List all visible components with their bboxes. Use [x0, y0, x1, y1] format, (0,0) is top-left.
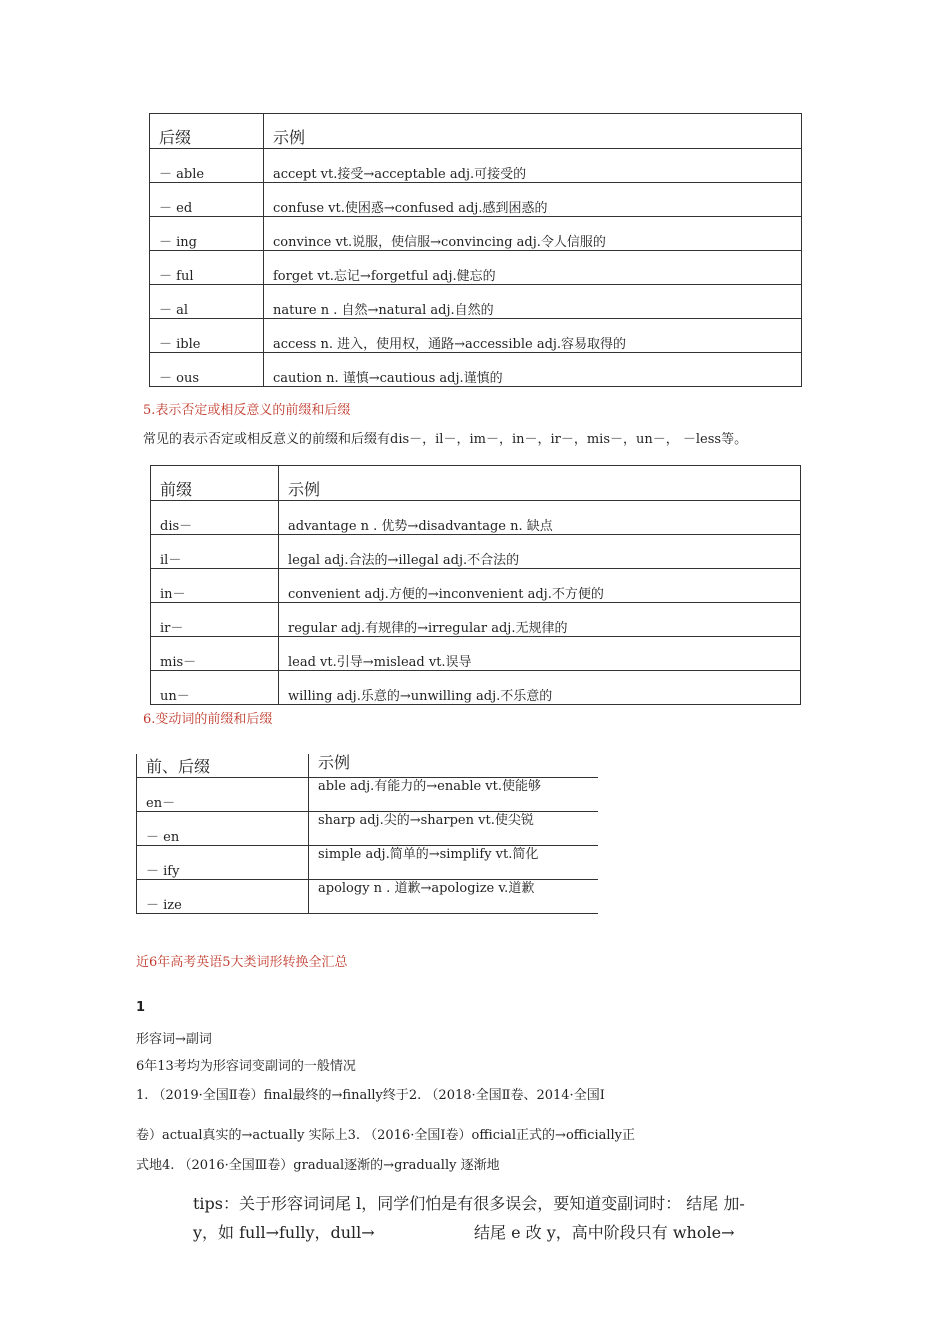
table-row: [150, 217, 802, 251]
example-cell: accept vt.接受→acceptable adj.可接受的: [264, 149, 802, 183]
affix-cell: － al: [150, 285, 264, 319]
affix-cell: － ify: [137, 846, 309, 880]
example-text: sharp adj.尖的→sharpen vt.使尖锐: [318, 813, 534, 828]
summary-number: 1: [136, 1000, 146, 1015]
table-row: [150, 285, 802, 319]
affix-cell: in－: [151, 569, 279, 603]
table-row: [137, 880, 599, 914]
summary-subtitle: 形容词→副词: [136, 1032, 212, 1047]
table-header-cell: 前、后缀: [137, 754, 309, 778]
affix-cell: dis－: [151, 501, 279, 535]
tips-line1: tips：关于形容词词尾 l，同学们怕是有很多误会，要知道变副词时： 结尾 加-: [193, 1194, 745, 1213]
table-row: [150, 353, 802, 387]
affix-cell: － ible: [150, 319, 264, 353]
table-header-row: [151, 466, 801, 501]
table-row: [150, 319, 802, 353]
example-cell: [309, 880, 599, 914]
table-row: [151, 535, 801, 569]
section5-desc: 常见的表示否定或相反意义的前缀和后缀有dis－，il－，im－，in－，ir－，mis－，un－， －less等。: [143, 432, 748, 447]
example-cell: convince vt.说服，使信服→convincing adj.令人信服的: [264, 217, 802, 251]
affix-cell: － ed: [150, 183, 264, 217]
summary-line3: 式地4. （2016·全国Ⅲ卷）gradual逐渐的→gradually 逐渐地: [136, 1158, 500, 1173]
table-header-row: [150, 114, 802, 149]
table-row: [150, 149, 802, 183]
table-row: [150, 251, 802, 285]
example-text: 示例: [318, 754, 351, 772]
affix-cell: － ous: [150, 353, 264, 387]
table-header-cell: [309, 754, 599, 778]
table-header-cell: 前缀: [151, 466, 279, 501]
table-row: [150, 183, 802, 217]
example-text: apology n . 道歉→apologize v.道歉: [318, 881, 535, 896]
summary-intro: 6年13考均为形容词变副词的一般情况: [136, 1059, 356, 1074]
affix-cell: mis－: [151, 637, 279, 671]
summary-title: 近6年高考英语5大类词形转换全汇总: [136, 955, 348, 970]
affix-cell: en－: [137, 778, 309, 812]
tips-line2a: y，如 full→fully，dull→: [193, 1223, 375, 1242]
affix-cell: － able: [150, 149, 264, 183]
example-cell: [309, 778, 599, 812]
example-cell: regular adj.有规律的→irregular adj.无规律的: [279, 603, 801, 637]
example-cell: caution n. 谨慎→cautious adj.谨慎的: [264, 353, 802, 387]
example-cell: lead vt.引导→mislead vt.误导: [279, 637, 801, 671]
summary-line2: 卷）actual真实的→actually 实际上3. （2016·全国Ⅰ卷）official正式的→officially正: [136, 1128, 636, 1143]
table-row: [151, 671, 801, 705]
example-cell: convenient adj.方便的→inconvenient adj.不方便的: [279, 569, 801, 603]
example-text: able adj.有能力的→enable vt.使能够: [318, 779, 542, 794]
table-header-cell: 后缀: [150, 114, 264, 149]
affix-cell: － ize: [137, 880, 309, 914]
table-row: [151, 603, 801, 637]
example-cell: [309, 846, 599, 880]
example-cell: willing adj.乐意的→unwilling adj.不乐意的: [279, 671, 801, 705]
affix-cell: － ful: [150, 251, 264, 285]
affix-cell: － ing: [150, 217, 264, 251]
summary-line1: 1. （2019·全国Ⅱ卷）final最终的→finally终于2. （2018·全国Ⅱ卷、2014·全国Ⅰ: [136, 1088, 605, 1103]
example-cell: nature n . 自然→natural adj.自然的: [264, 285, 802, 319]
tips-line2b: 结尾 e 改 y，高中阶段只有 whole→: [474, 1223, 735, 1242]
suffix-table: [149, 113, 802, 387]
table-row: [137, 846, 599, 880]
prefix-table: [150, 465, 801, 705]
table-header-row: [137, 754, 599, 778]
verb-affix-table: [136, 754, 598, 914]
example-text: simple adj.简单的→simplify vt.简化: [318, 847, 539, 862]
table-header-cell: 示例: [279, 466, 801, 501]
example-cell: legal adj.合法的→illegal adj.不合法的: [279, 535, 801, 569]
table-row: [151, 569, 801, 603]
affix-cell: － en: [137, 812, 309, 846]
table-row: [151, 637, 801, 671]
example-cell: confuse vt.使困惑→confused adj.感到困惑的: [264, 183, 802, 217]
table-header-cell: 示例: [264, 114, 802, 149]
table-row: [137, 812, 599, 846]
example-cell: access n. 进入，使用权，通路→accessible adj.容易取得的: [264, 319, 802, 353]
section5-heading: 5.表示否定或相反意义的前缀和后缀: [143, 403, 351, 418]
example-cell: forget vt.忘记→forgetful adj.健忘的: [264, 251, 802, 285]
section6-heading: 6.变动词的前缀和后缀: [143, 712, 273, 727]
example-cell: [309, 812, 599, 846]
affix-cell: il－: [151, 535, 279, 569]
affix-cell: ir－: [151, 603, 279, 637]
example-cell: advantage n . 优势→disadvantage n. 缺点: [279, 501, 801, 535]
affix-cell: un－: [151, 671, 279, 705]
table-row: [137, 778, 599, 812]
table-row: [151, 501, 801, 535]
